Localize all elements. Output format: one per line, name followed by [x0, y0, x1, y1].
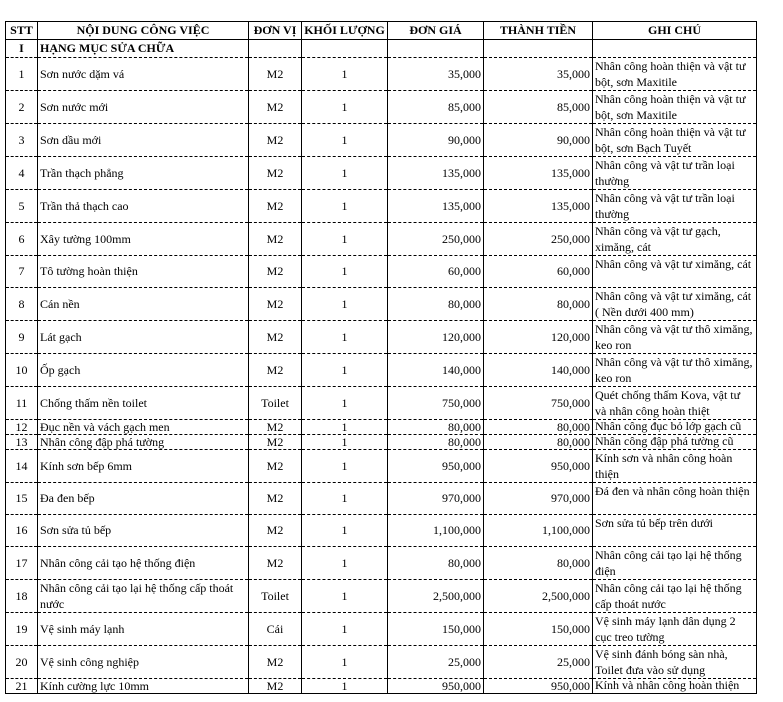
row-note: Kính sơn và nhân công hoàn thiện — [593, 450, 757, 483]
row-qty: 1 — [302, 387, 388, 420]
row-unit: M2 — [249, 157, 302, 190]
row-unit: Toilet — [249, 580, 302, 613]
row-price: 85,000 — [388, 91, 484, 124]
row-total: 140,000 — [484, 354, 593, 387]
header-row — [6, 22, 757, 40]
table-row — [6, 646, 757, 679]
row-unit: M2 — [249, 124, 302, 157]
table-row — [6, 124, 757, 157]
row-name: Vệ sinh công nghiệp — [38, 646, 249, 679]
row-qty: 1 — [302, 420, 388, 435]
row-price: 950,000 — [388, 450, 484, 483]
row-qty: 1 — [302, 256, 388, 288]
row-price: 2,500,000 — [388, 580, 484, 613]
row-stt: 6 — [6, 223, 38, 256]
row-name: Ốp gạch — [38, 354, 249, 387]
section-row — [6, 40, 757, 58]
row-stt: 10 — [6, 354, 38, 387]
row-note: Vệ sinh máy lạnh dân dụng 2 cục treo tường — [593, 613, 757, 646]
row-stt: 4 — [6, 157, 38, 190]
row-unit: M2 — [249, 288, 302, 321]
table-row — [6, 420, 757, 435]
row-total: 85,000 — [484, 91, 593, 124]
section-stt: I — [6, 40, 38, 58]
row-stt: 20 — [6, 646, 38, 679]
row-qty: 1 — [302, 288, 388, 321]
header-name: NỘI DUNG CÔNG VIỆC — [38, 22, 249, 40]
row-name: Trần thả thạch cao — [38, 190, 249, 223]
row-name: Cán nền — [38, 288, 249, 321]
quotation-sheet — [5, 21, 757, 694]
row-stt: 14 — [6, 450, 38, 483]
table-row — [6, 190, 757, 223]
row-name: Kính cường lực 10mm — [38, 679, 249, 694]
row-unit: M2 — [249, 450, 302, 483]
row-unit: M2 — [249, 190, 302, 223]
row-qty: 1 — [302, 450, 388, 483]
row-qty: 1 — [302, 157, 388, 190]
row-qty: 1 — [302, 435, 388, 450]
row-unit: M2 — [249, 547, 302, 580]
table-row — [6, 354, 757, 387]
row-note: Nhân công hoàn thiện và vật tư bột, sơn Maxitile — [593, 58, 757, 91]
row-note: Nhân công và vật tư thô ximăng, keo ron — [593, 321, 757, 354]
row-stt: 9 — [6, 321, 38, 354]
row-note: Nhân công cải tạo lại hệ thống cấp thoát nước — [593, 580, 757, 613]
row-price: 150,000 — [388, 613, 484, 646]
row-total: 950,000 — [484, 679, 593, 694]
row-name: Lát gạch — [38, 321, 249, 354]
row-unit: M2 — [249, 223, 302, 256]
row-name: Kính sơn bếp 6mm — [38, 450, 249, 483]
table-row — [6, 613, 757, 646]
row-unit: M2 — [249, 321, 302, 354]
row-name: Nhân công cải tạo lại hệ thống cấp thoát nước — [38, 580, 249, 613]
row-name: Nhân công đập phá tường — [38, 435, 249, 450]
row-stt: 19 — [6, 613, 38, 646]
row-note: Đá đen và nhân công hoàn thiện — [593, 483, 757, 515]
row-qty: 1 — [302, 646, 388, 679]
row-unit: M2 — [249, 435, 302, 450]
table-row — [6, 58, 757, 91]
table-row — [6, 515, 757, 547]
table-row — [6, 321, 757, 354]
row-name: Xây tường 100mm — [38, 223, 249, 256]
row-note: Nhân công và vật tư gạch, ximăng, cát — [593, 223, 757, 256]
table-row — [6, 547, 757, 580]
table-row — [6, 483, 757, 515]
row-stt: 8 — [6, 288, 38, 321]
row-name: Đục nền và vách gạch men — [38, 420, 249, 435]
header-qty: KHỐI LƯỢNG — [302, 22, 388, 40]
row-price: 970,000 — [388, 483, 484, 515]
row-stt: 5 — [6, 190, 38, 223]
row-price: 250,000 — [388, 223, 484, 256]
row-name: Sơn nước dặm vá — [38, 58, 249, 91]
row-total: 1,100,000 — [484, 515, 593, 547]
row-qty: 1 — [302, 58, 388, 91]
header-note: GHI CHÚ — [593, 22, 757, 40]
row-price: 90,000 — [388, 124, 484, 157]
row-unit: Cái — [249, 613, 302, 646]
row-unit: M2 — [249, 91, 302, 124]
row-unit: M2 — [249, 256, 302, 288]
row-total: 250,000 — [484, 223, 593, 256]
row-unit: M2 — [249, 420, 302, 435]
row-total: 80,000 — [484, 547, 593, 580]
row-total: 80,000 — [484, 288, 593, 321]
row-price: 60,000 — [388, 256, 484, 288]
row-qty: 1 — [302, 354, 388, 387]
row-note: Nhân công đục bỏ lớp gạch cũ — [593, 420, 757, 435]
row-unit: M2 — [249, 515, 302, 547]
row-name: Sơn dầu mới — [38, 124, 249, 157]
table-row — [6, 435, 757, 450]
row-note: Nhân công và vật tư trần loại thường — [593, 190, 757, 223]
row-total: 950,000 — [484, 450, 593, 483]
row-qty: 1 — [302, 580, 388, 613]
row-qty: 1 — [302, 124, 388, 157]
row-name: Sơn nước mới — [38, 91, 249, 124]
row-price: 120,000 — [388, 321, 484, 354]
row-unit: M2 — [249, 679, 302, 694]
row-qty: 1 — [302, 613, 388, 646]
row-price: 80,000 — [388, 288, 484, 321]
row-price: 135,000 — [388, 190, 484, 223]
row-note: Nhân công và vật tư trần loại thường — [593, 157, 757, 190]
row-name: Vệ sinh máy lạnh — [38, 613, 249, 646]
row-price: 135,000 — [388, 157, 484, 190]
row-note: Sơn sửa tủ bếp trên dưới — [593, 515, 757, 547]
table-row — [6, 387, 757, 420]
row-stt: 17 — [6, 547, 38, 580]
row-stt: 3 — [6, 124, 38, 157]
table-row — [6, 256, 757, 288]
row-stt: 11 — [6, 387, 38, 420]
row-note: Nhân công hoàn thiện và vật tư bột, sơn Bạch Tuyết — [593, 124, 757, 157]
row-note: Nhân công hoàn thiện và vật tư bột, sơn Maxitile — [593, 91, 757, 124]
quotation-table — [5, 21, 757, 694]
row-qty: 1 — [302, 190, 388, 223]
header-price: ĐƠN GIÁ — [388, 22, 484, 40]
row-total: 2,500,000 — [484, 580, 593, 613]
row-total: 90,000 — [484, 124, 593, 157]
table-row — [6, 288, 757, 321]
row-name: Tô tường hoàn thiện — [38, 256, 249, 288]
row-qty: 1 — [302, 223, 388, 256]
table-row — [6, 679, 757, 694]
header-unit: ĐƠN VỊ — [249, 22, 302, 40]
row-unit: Toilet — [249, 387, 302, 420]
row-qty: 1 — [302, 547, 388, 580]
row-note: Nhân công cải tạo lại hệ thống điện — [593, 547, 757, 580]
row-name: Nhân công cải tạo hệ thống điện — [38, 547, 249, 580]
table-row — [6, 157, 757, 190]
row-note: Nhân công đập phá tường cũ — [593, 435, 757, 450]
table-row — [6, 450, 757, 483]
row-note: Vệ sinh đánh bóng sàn nhà, Toilet đưa vào sử dụng — [593, 646, 757, 679]
table-row — [6, 91, 757, 124]
row-qty: 1 — [302, 515, 388, 547]
row-stt: 21 — [6, 679, 38, 694]
row-total: 80,000 — [484, 435, 593, 450]
row-note: Nhân công và vật tư thô ximăng, keo ron — [593, 354, 757, 387]
row-price: 35,000 — [388, 58, 484, 91]
row-price: 140,000 — [388, 354, 484, 387]
row-stt: 13 — [6, 435, 38, 450]
row-stt: 12 — [6, 420, 38, 435]
row-total: 750,000 — [484, 387, 593, 420]
row-qty: 1 — [302, 321, 388, 354]
row-stt: 1 — [6, 58, 38, 91]
header-total: THÀNH TIỀN — [484, 22, 593, 40]
row-total: 80,000 — [484, 420, 593, 435]
table-row — [6, 223, 757, 256]
row-price: 80,000 — [388, 435, 484, 450]
row-unit: M2 — [249, 354, 302, 387]
row-price: 1,100,000 — [388, 515, 484, 547]
row-price: 25,000 — [388, 646, 484, 679]
row-price: 950,000 — [388, 679, 484, 694]
row-price: 80,000 — [388, 547, 484, 580]
row-unit: M2 — [249, 483, 302, 515]
row-stt: 15 — [6, 483, 38, 515]
row-total: 135,000 — [484, 190, 593, 223]
row-stt: 16 — [6, 515, 38, 547]
row-name: Đa đen bếp — [38, 483, 249, 515]
row-price: 80,000 — [388, 420, 484, 435]
row-unit: M2 — [249, 58, 302, 91]
row-name: Sơn sửa tủ bếp — [38, 515, 249, 547]
row-total: 970,000 — [484, 483, 593, 515]
section-title: HẠNG MỤC SỬA CHỮA — [38, 40, 249, 58]
row-stt: 18 — [6, 580, 38, 613]
table-row — [6, 580, 757, 613]
row-name: Chống thấm nền toilet — [38, 387, 249, 420]
row-note: Nhân công và vật tư ximăng, cát — [593, 256, 757, 288]
row-total: 25,000 — [484, 646, 593, 679]
row-total: 35,000 — [484, 58, 593, 91]
row-total: 120,000 — [484, 321, 593, 354]
row-stt: 2 — [6, 91, 38, 124]
row-note: Kính và nhân công hoàn thiện — [593, 679, 757, 694]
row-stt: 7 — [6, 256, 38, 288]
row-total: 150,000 — [484, 613, 593, 646]
row-qty: 1 — [302, 483, 388, 515]
row-note: Quét chống thấm Kova, vật tư và nhân công hoàn thiệt — [593, 387, 757, 420]
row-unit: M2 — [249, 646, 302, 679]
row-note: Nhân công và vật tư ximăng, cát ( Nền dưới 400 mm) — [593, 288, 757, 321]
row-price: 750,000 — [388, 387, 484, 420]
row-total: 60,000 — [484, 256, 593, 288]
row-name: Trần thạch phẳng — [38, 157, 249, 190]
row-total: 135,000 — [484, 157, 593, 190]
row-qty: 1 — [302, 679, 388, 694]
header-stt: STT — [6, 22, 38, 40]
row-qty: 1 — [302, 91, 388, 124]
